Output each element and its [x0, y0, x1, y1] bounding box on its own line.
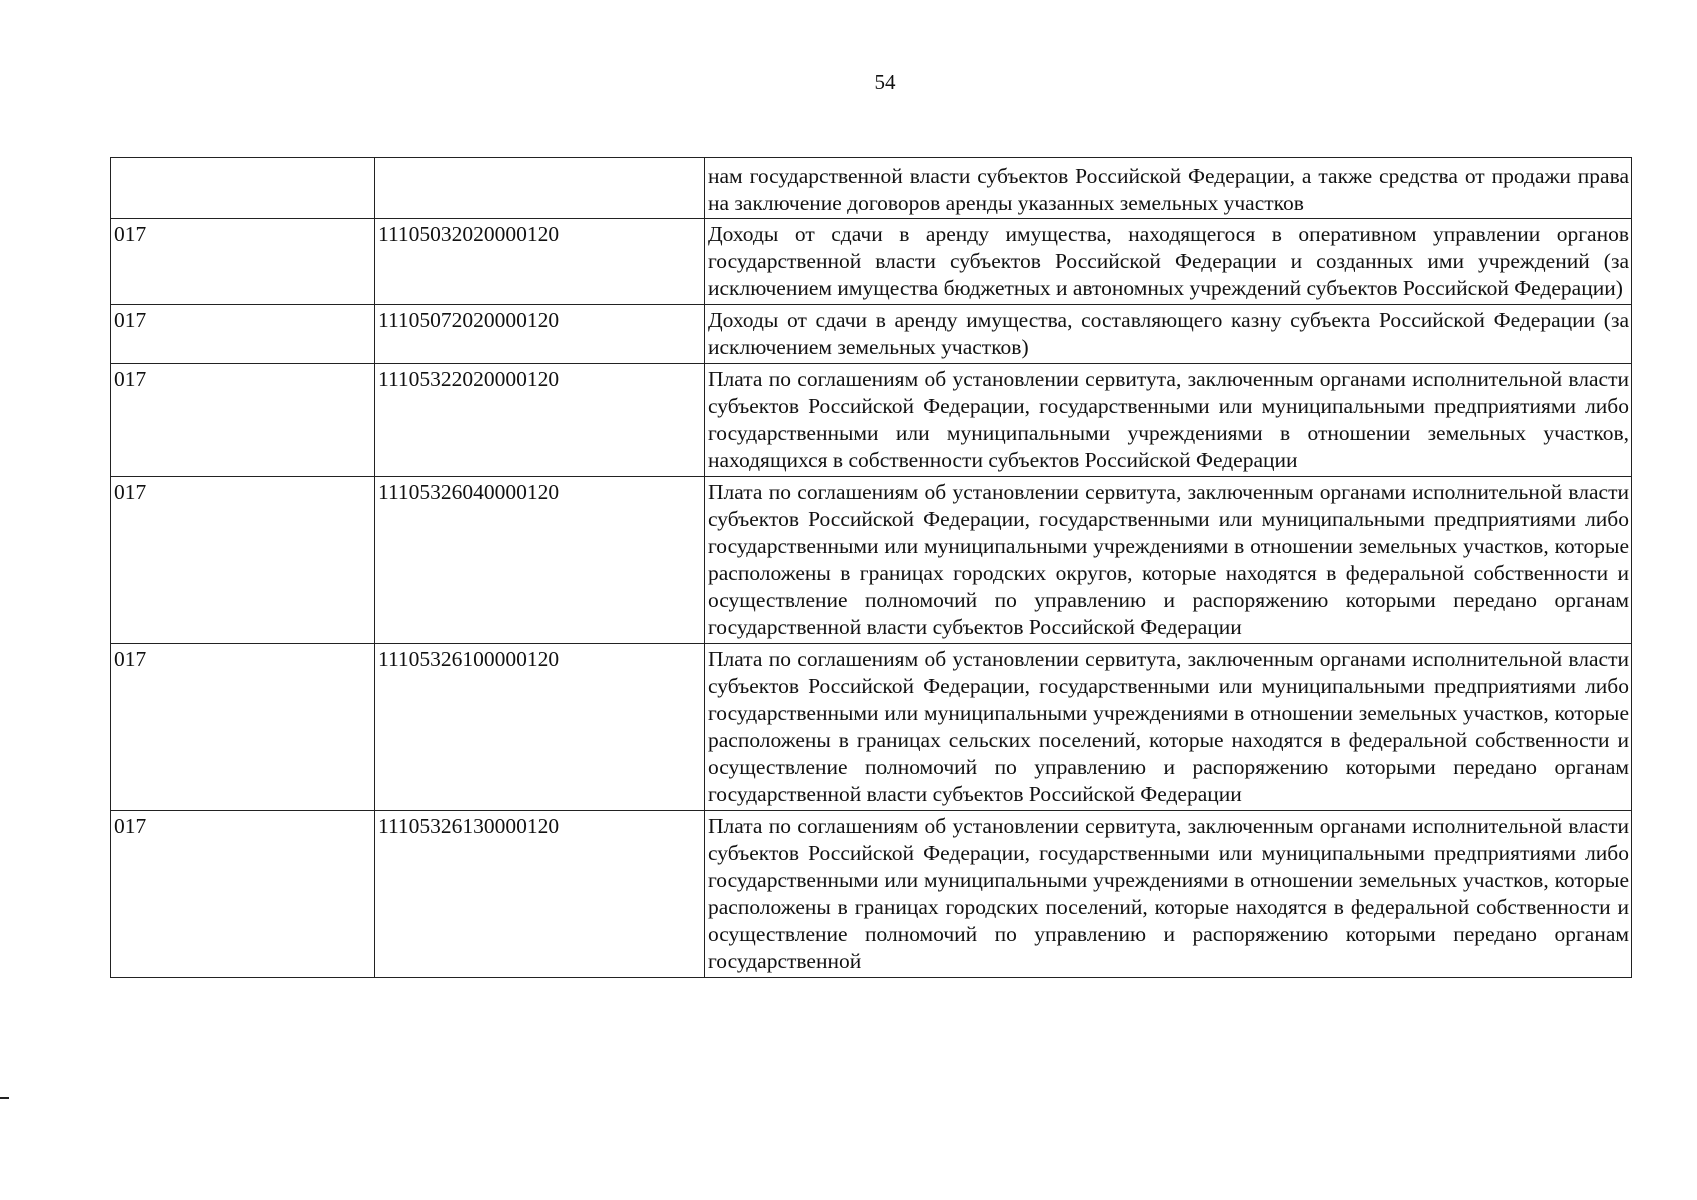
table-row — [111, 364, 1632, 477]
table-row — [111, 644, 1632, 811]
table-row — [111, 811, 1632, 978]
income-code-cell — [375, 158, 705, 219]
income-code-cell: 11105072020000120 — [375, 305, 705, 364]
revenue-codes-table — [110, 157, 1632, 978]
income-code-cell: 11105326130000120 — [375, 811, 705, 978]
description-cell: Доходы от сдачи в аренду имущества, находящегося в оперативном управлении органов государственной власти субъектов Российской Федерации и созданных ими учреждений (за исключением имущества бюджетных и автономных учреждений субъектов Российской Федерации) — [705, 219, 1632, 305]
description-cell: нам государственной власти субъектов Российской Федерации, а также средства от продажи права на заключение договоров аренды указанных земельных участков — [705, 158, 1632, 219]
income-code-cell: 11105032020000120 — [375, 219, 705, 305]
description-cell: Плата по соглашениям об установлении сервитута, заключенным органами исполнительной власти субъектов Российской Федерации, государственными или муниципальными предприятиями либо государственными или муниципальными учреждениями в отношении земельных участков, которые расположены в границах сельских поселений, которые находятся в федеральной собственности и осуществление полномочий по управлению и распоряжению которыми передано органам государственной власти субъектов Российской Федерации — [705, 644, 1632, 811]
table-row — [111, 305, 1632, 364]
table-row — [111, 158, 1632, 219]
margin-mark — [0, 1097, 9, 1099]
income-code-cell: 11105326100000120 — [375, 644, 705, 811]
table-row — [111, 219, 1632, 305]
page-number: 54 — [874, 70, 896, 94]
admin-code-cell — [111, 158, 375, 219]
admin-code-cell: 017 — [111, 219, 375, 305]
table-row — [111, 477, 1632, 644]
description-cell: Плата по соглашениям об установлении сервитута, заключенным органами исполнительной власти субъектов Российской Федерации, государственными или муниципальными предприятиями либо государственными или муниципальными учреждениями в отношении земельных участков, находящихся в собственности субъектов Российской Федерации — [705, 364, 1632, 477]
income-code-cell: 11105326040000120 — [375, 477, 705, 644]
admin-code-cell: 017 — [111, 305, 375, 364]
description-cell: Плата по соглашениям об установлении сервитута, заключенным органами исполнительной власти субъектов Российской Федерации, государственными или муниципальными предприятиями либо государственными или муниципальными учреждениями в отношении земельных участков, которые расположены в границах городских округов, которые находятся в федеральной собственности и осуществление полномочий по управлению и распоряжению которыми передано органам государственной власти субъектов Российской Федерации — [705, 477, 1632, 644]
income-code-cell: 11105322020000120 — [375, 364, 705, 477]
description-cell: Плата по соглашениям об установлении сервитута, заключенным органами исполнительной власти субъектов Российской Федерации, государственными или муниципальными предприятиями либо государственными или муниципальными учреждениями в отношении земельных участков, которые расположены в границах городских поселений, которые находятся в федеральной собственности и осуществление полномочий по управлению и распоряжению которыми передано органам государственной — [705, 811, 1632, 978]
description-cell: Доходы от сдачи в аренду имущества, составляющего казну субъекта Российской Федерации (за исключением земельных участков) — [705, 305, 1632, 364]
admin-code-cell: 017 — [111, 364, 375, 477]
admin-code-cell: 017 — [111, 644, 375, 811]
admin-code-cell: 017 — [111, 477, 375, 644]
admin-code-cell: 017 — [111, 811, 375, 978]
